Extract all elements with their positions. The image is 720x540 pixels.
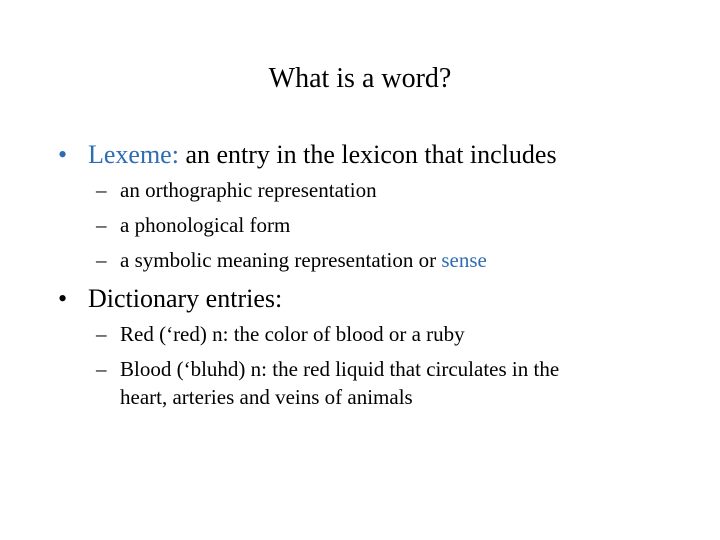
sub-item-text-line1: Blood (‘bluhd) n: the red liquid that circulates in the [120,357,560,381]
meaning-text: a symbolic meaning representation or [120,248,442,272]
sub-item-text-line2: heart, arteries and veins of animals [120,385,413,409]
slide-title: What is a word? [268,63,452,94]
sub-marker: – [96,178,107,202]
bullet-text: Dictionary entries: [88,284,283,313]
sub-item-text: an orthographic representation [120,178,377,202]
bullet-marker: • [58,140,68,169]
bullet-marker: • [58,284,68,313]
sub-item-text [120,246,487,274]
sub-item-text: Red (‘red) n: the color of blood or a ruby [120,322,465,346]
sub-item-text: a phonological form [120,213,291,237]
sub-marker: – [96,213,107,237]
lexeme-definition: an entry in the lexicon that includes [178,140,557,169]
sub-marker: – [96,357,107,381]
sense-term: sense [441,248,487,272]
sub-marker: – [96,322,107,346]
sub-marker: – [96,248,107,272]
lexeme-term: Lexeme: [88,140,179,169]
bullet-text [88,140,557,170]
